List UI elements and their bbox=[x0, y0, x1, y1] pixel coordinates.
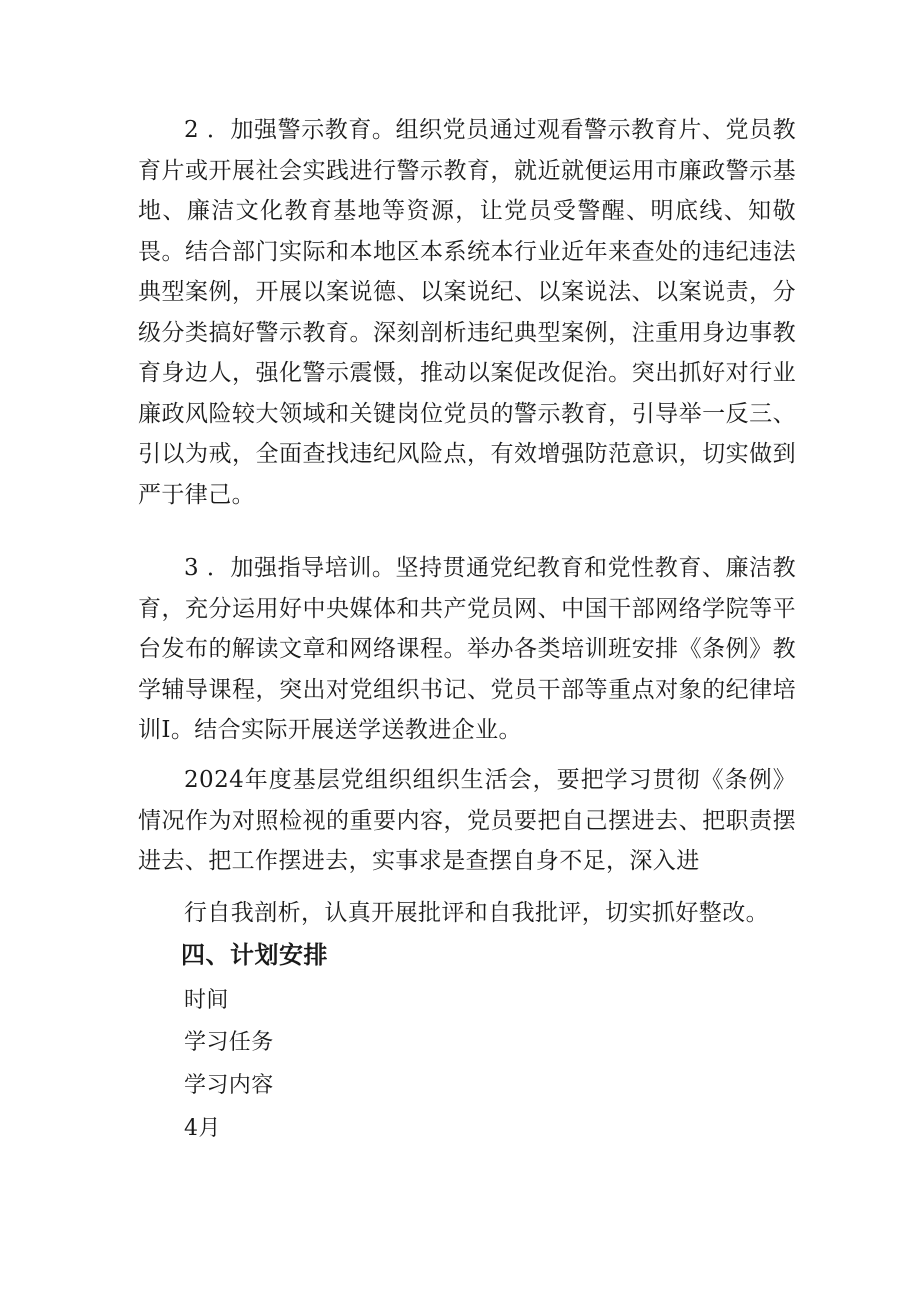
table-cell-content: 学习内容 bbox=[184, 1073, 274, 1098]
table-cell-time: 时间 bbox=[184, 988, 229, 1013]
paragraph-self-analysis: 行自我剖析，认真开展批评和自我批评，切实抓好整改。 bbox=[184, 900, 769, 926]
paragraph-guidance-training: 3 ．加强指导培训。坚持贯通党纪教育和党性教育、廉洁教育，充分运用好中央媒体和共产党员网、中国干部网络学院等平台发布的解读文章和网络课程。举办各类培训班安排《条例》教学辅导课程，突出对党组织书记、党员干部等重点对象的纪律培训I。结合实际开展送学送教进企业。 bbox=[138, 555, 796, 743]
section-heading-plan: 四、计划安排 bbox=[181, 941, 328, 969]
paragraph-warning-education: 2 ．加强警示教育。组织党员通过观看警示教育片、党员教育片或开展社会实践进行警示教育，就近就便运用市廉政警示基地、廉洁文化教育基地等资源，让党员受警醒、明底线、知敬畏。结合部门实际和本地区本系统本行业近年来查处的违纪违法典型案例，开展以案说德、以案说纪、以案说法、以案说责，分级分类搞好警示教育。深刻剖析违纪典型案例，注重用身边事教育身边人，强化警示震慑，推动以案促改促治。突出抓好对行业廉政风险较大领域和关键岗位党员的警示教育，引导举一反三、引以为戒，全面查找违纪风险点，有效增强防范意识，切实做到严于律己。 bbox=[138, 117, 796, 508]
table-cell-task: 学习任务 bbox=[184, 1030, 274, 1055]
table-cell-month: 4月 bbox=[184, 1116, 221, 1141]
paragraph-organizational-life: 2024年度基层党组织组织生活会，要把学习贯彻《条例》情况作为对照检视的重要内容，党员要把自己摆进去、把职责摆进去、把工作摆进去，实事求是查摆自身不足，深入进 bbox=[138, 767, 796, 874]
